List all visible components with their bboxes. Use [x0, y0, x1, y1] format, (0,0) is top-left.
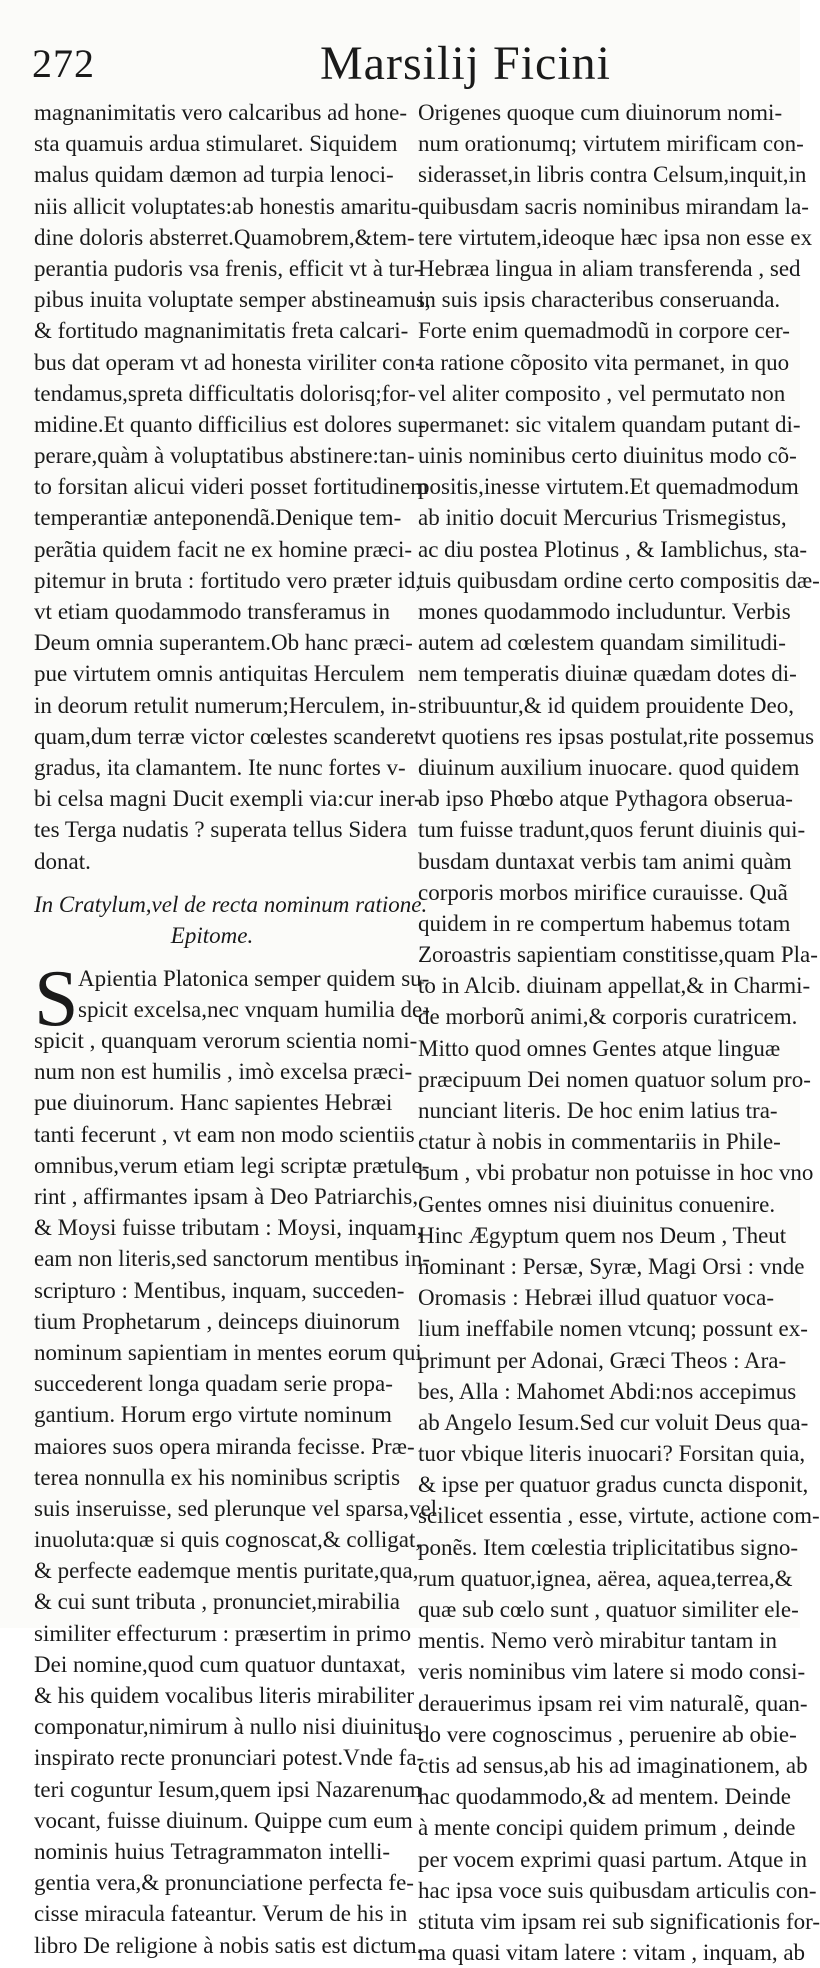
text-line: Origenes quoque cum diuinorum nomi- — [418, 100, 783, 125]
text-line: ab Angelo Iesum.Sed cur voluit Deus qua- — [418, 1409, 809, 1435]
text-line: vt etiam quodammodo transferamus in — [34, 599, 390, 624]
text-line: midine.Et quanto difficilius est dolores su- — [34, 411, 426, 437]
text-line: Apientia Platonica semper quidem su- — [78, 965, 430, 991]
text-line: quam,dum terræ victor cœlestes scanderet — [34, 723, 421, 749]
text-line: quibusdam sacris nominibus mirandam la- — [418, 193, 809, 219]
right-column — [418, 97, 820, 1968]
text-line: spicit , quanquam verorum scientia nomi- — [34, 1028, 418, 1054]
text-line: bum , vbi probatur non potuisse in hoc vno — [418, 1160, 814, 1186]
text-line: gentia vera,& pronunciatione perfecta fe- — [34, 1870, 414, 1896]
text-line: derauerimus ipsam rei vim naturalẽ, quan- — [418, 1690, 808, 1716]
text-line: tanti fecerunt , vt eam non modo scientiis — [34, 1121, 415, 1147]
section-heading: In Cratylum,vel de recta nominum ratione. — [34, 891, 428, 917]
text-line: siderasset,in libris contra Celsum,inquit,in — [418, 162, 807, 188]
text-line: primunt per Adonai, Græci Theos : Ara- — [418, 1347, 787, 1373]
text-line: & cui sunt tributa , pronunciet,mirabilia — [34, 1589, 401, 1615]
text-line: quidem in re compertum habemus totam — [418, 910, 791, 936]
text-line: eam non literis,sed sanctorum mentibus in- — [34, 1246, 431, 1272]
text-line: ab initio docuit Mercurius Trismegistus, — [418, 505, 787, 531]
text-line: Hebræa lingua in aliam transferenda , sed — [418, 255, 801, 281]
text-line: terea nonnulla ex his nominibus scriptis — [34, 1464, 401, 1490]
text-line: tuor vbique literis inuocari? Forsitan quia, — [418, 1441, 806, 1467]
text-line: sta quamuis ardua stimularet. Siquidem — [34, 131, 398, 157]
text-line: & perfecte eademque mentis puritate,qua, — [34, 1558, 419, 1584]
text-line: nunciant literis. De hoc enim latius tra- — [418, 1098, 778, 1123]
text-line: in suis ipsis characteribus conseruanda. — [418, 287, 781, 313]
text-line: de morborũ animi,& corporis curatricem. — [418, 1004, 798, 1030]
text-line: stituta vim ipsam rei sub significationis for- — [418, 1908, 820, 1934]
text-line: & Moysi fuisse tributam : Moysi, inquam, — [34, 1215, 423, 1241]
text-line: Hinc Ægyptum quem nos Deum , Theut — [418, 1222, 787, 1248]
text-line: rum quatuor,ignea, aërea, aquea,terrea,& — [418, 1565, 793, 1591]
text-line: componatur,nimirum à nullo nisi diuinitus — [34, 1714, 423, 1740]
text-line: suis inseruisse, sed plerunque vel sparsa,vel — [34, 1495, 438, 1521]
text-line: à mente concipi quidem primum , deinde — [418, 1815, 796, 1841]
text-line: Gentes omnes nisi diuinitus conuenire. — [418, 1191, 776, 1217]
text-line: hac ipsa voce suis quibusdam articulis con- — [418, 1877, 817, 1903]
text-line: num orationumq; virtutem mirificam con- — [418, 131, 804, 157]
text-line: vel aliter composito , vel permutato non — [418, 380, 786, 406]
text-line: vt quotiens res ipsas postulat,rite possemus — [418, 723, 815, 749]
text-line: to in Alcib. diuinam appellat,& in Charmi- — [418, 973, 811, 999]
page-number: 272 — [32, 41, 95, 86]
text-line: cisse miracula fateantur. Verum de his in — [34, 1901, 408, 1927]
left-column — [34, 97, 438, 1961]
text-line: Forte enim quemadmodũ in corpore cer- — [418, 318, 790, 344]
text-line: tendamus,spreta difficultatis dolorisq;for- — [34, 380, 416, 406]
text-line: ta ratione cõposito vita permanet, in quo — [418, 349, 790, 375]
text-line: hac quodammodo,& ad mentem. Deinde — [418, 1784, 792, 1810]
drop-cap-lines — [34, 963, 430, 1025]
text-line: bus dat operam vt ad honesta viriliter con- — [34, 349, 423, 375]
text-line: nem temperatis diuinæ quædam dotes di- — [418, 661, 797, 687]
text-line: in deorum retulit numerum;Herculem, in- — [34, 692, 417, 718]
text-line: gradus, ita clamantem. Ite nunc fortes v- — [34, 754, 406, 780]
text-line: diuinum auxilium inuocare. quod quidem — [418, 754, 800, 780]
text-line: præcipuum Dei nomen quatuor solum pro- — [418, 1066, 811, 1092]
text-line: tere virtutem,ideoque hæc ipsa non esse ex — [418, 224, 813, 250]
text-line: Deum omnia superantem.Ob hanc præci- — [34, 630, 413, 656]
text-line: tium Prophetarum , deinceps diuinorum — [34, 1308, 401, 1334]
text-line: vocant, fuisse diuinum. Quippe cum eum — [34, 1807, 413, 1833]
text-line: pue virtutem omnis antiquitas Herculem — [34, 661, 405, 687]
text-line: autem ad cœlestem quandam similitudi- — [418, 630, 786, 656]
text-line: perãtia quidem facit ne ex homine præci- — [34, 536, 413, 562]
text-line: maiores suos opera miranda fecisse. Præ- — [34, 1433, 415, 1459]
text-line: temperantiæ anteponendã.Denique tem- — [34, 505, 402, 531]
text-line: inspirato recte pronunciari potest.Vnde fa- — [34, 1745, 425, 1771]
text-line: nominum sapientiam in mentes eorum qui — [34, 1339, 422, 1365]
left-text-block-continued — [34, 1025, 438, 1961]
text-line: tes Terga nudatis ? superata tellus Sidera — [34, 817, 408, 843]
text-line: Dei nomine,quod cum quatuor duntaxat, — [34, 1651, 406, 1677]
text-line: similiter effecturum : præsertim in primo — [34, 1620, 412, 1646]
text-line: quæ sub cœlo sunt , quatuor similiter ele- — [418, 1597, 799, 1622]
text-line: & his quidem vocalibus literis mirabiliter — [34, 1683, 415, 1708]
text-line: veris nominibus vim latere si modo consi- — [418, 1659, 806, 1685]
text-line: libro De religione à nobis satis est dictum. — [34, 1932, 423, 1958]
text-line: Oromasis : Hebræi illud quatuor voca- — [418, 1285, 774, 1311]
running-head: Marsilij Ficini — [320, 37, 611, 90]
text-line: uinis nominibus certo diuinitus modo cõ- — [418, 443, 797, 469]
text-line: Mitto quod omnes Gentes atque linguæ — [418, 1035, 781, 1061]
text-line: spicit excelsa,nec vnquam humilia de- — [78, 996, 430, 1022]
text-line: nominant : Persæ, Syræ, Magi Orsi : vnde — [418, 1253, 805, 1279]
left-text-block — [34, 97, 431, 877]
text-line: perare,quàm à voluptatibus abstinere:tan- — [34, 443, 415, 469]
text-line: & fortitudo magnanimitatis freta calcari- — [34, 318, 409, 344]
section-subheading: Epitome. — [170, 922, 254, 948]
text-line: magnanimitatis vero calcaribus ad hone- — [34, 100, 407, 125]
text-line: pibus inuita voluptate semper abstineamus, — [34, 287, 431, 313]
text-line: corporis morbos mirifice curauisse. Quã — [418, 879, 788, 905]
text-line: pue diuinorum. Hanc sapientes Hebræi — [34, 1090, 393, 1116]
text-line: scilicet essentia , esse, virtute, actione com- — [418, 1503, 820, 1529]
text-line: perantia pudoris vsa frenis, efficit vt à tur- — [34, 255, 422, 281]
text-line: inuoluta:quæ si quis cognoscat,& colligat, — [34, 1527, 422, 1553]
text-line: nominis huius Tetragrammaton intelli- — [34, 1838, 390, 1864]
text-line: stribuuntur,& id quidem prouidente Deo, — [418, 692, 794, 718]
text-line: per vocem exprimi quasi partum. Atque in — [418, 1846, 807, 1872]
text-line: mentis. Nemo verò mirabitur tantam in — [418, 1628, 777, 1654]
text-line: ctis ad sensus,ab his ad imaginationem, ab — [418, 1752, 808, 1778]
text-line: malus quidam dæmon ad turpia lenoci- — [34, 162, 394, 188]
text-line: omnibus,verum etiam legi scriptæ prætule- — [34, 1152, 430, 1178]
text-line: & ipse per quatuor gradus cuncta disponit, — [418, 1472, 809, 1498]
text-line: Zoroastris sapientiam constitisse,quam Pla- — [418, 942, 818, 968]
text-line: succederent longa quadam serie propa- — [34, 1371, 393, 1397]
text-line: dine doloris absterret.Quamobrem,&tem- — [34, 224, 415, 250]
text-line: scripturo : Mentibus, inquam, succeden- — [34, 1277, 405, 1303]
text-line: bi celsa magni Ducit exempli via:cur iner- — [34, 786, 422, 812]
drop-cap-initial: S — [34, 954, 79, 1043]
text-line: teri coguntur Iesum,quem ipsi Nazarenum — [34, 1776, 422, 1802]
text-line: mones quodammodo includuntur. Verbis — [418, 599, 791, 624]
text-line: pitemur in bruta : fortitudo vero præter id, — [34, 567, 422, 593]
text-line: donat. — [34, 848, 91, 874]
text-line: tuis quibusdam ordine certo compositis dæ- — [418, 567, 820, 593]
text-line: ab ipso Phœbo atque Pythagora obserua- — [418, 786, 793, 812]
text-line: rint , affirmantes ipsam à Deo Patriarchis, — [34, 1184, 419, 1209]
text-line: do vere cognoscimus , peruenire ab obie- — [418, 1721, 797, 1747]
text-line: bes, Alla : Mahomet Abdi:nos accepimus — [418, 1378, 797, 1404]
text-line: busdam duntaxat verbis tam animi quàm — [418, 848, 792, 874]
text-line: positis,inesse virtutem.Et quemadmodum — [418, 474, 799, 500]
text-line: permanet: sic vitalem quandam putant di- — [418, 411, 801, 437]
text-line: num non est humilis , imò excelsa præci- — [34, 1059, 413, 1085]
text-line: ac diu postea Plotinus , & Iamblichus, sta- — [418, 536, 808, 562]
text-line: ponẽs. Item cœlestia triplicitatibus signo- — [418, 1534, 799, 1560]
text-line: lium ineffabile nomen vtcunq; possunt ex- — [418, 1316, 808, 1342]
right-text-block — [418, 97, 820, 1968]
text-line: niis allicit voluptates:ab honestis amaritu- — [34, 193, 419, 219]
text-line: ma quasi vitam latere : vitam , inquam, ab — [418, 1940, 806, 1966]
text-line: tum fuisse tradunt,quos ferunt diuinis qui- — [418, 817, 806, 843]
text-line: gantium. Horum ergo virtute nominum — [34, 1402, 392, 1428]
text-line: to forsitan alicui videri posset fortitudinem — [34, 474, 429, 500]
text-line: ctatur à nobis in commentariis in Phile- — [418, 1129, 781, 1155]
